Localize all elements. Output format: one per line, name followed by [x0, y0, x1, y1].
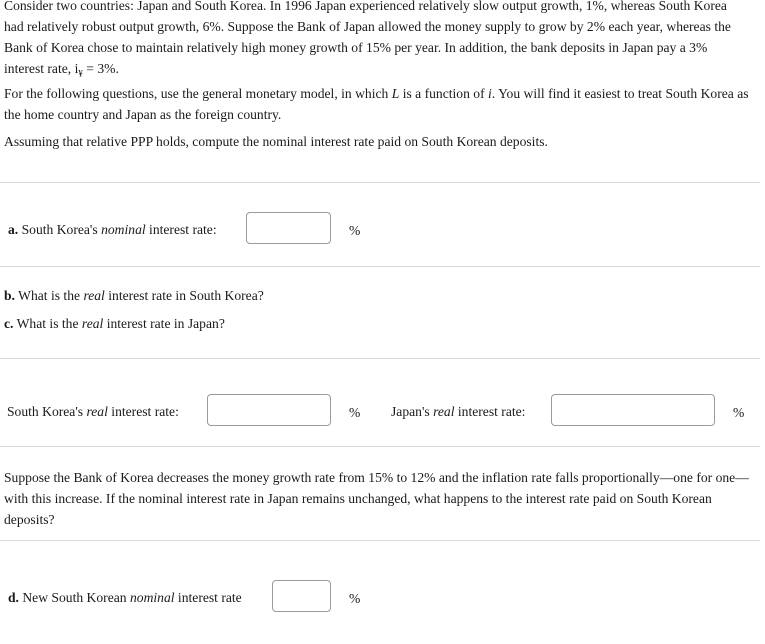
sk-nominal-rate-input[interactable] — [246, 212, 331, 244]
percent-unit-sk-real: % — [349, 405, 361, 420]
separator — [0, 358, 760, 359]
jp-real-rate-input[interactable] — [551, 394, 715, 426]
question-c: c. What is the real interest rate in Japan? — [4, 316, 225, 331]
sk-real-rate-label: South Korea's real interest rate: — [7, 404, 179, 419]
jp-real-rate-label: Japan's real interest rate: — [391, 404, 526, 419]
separator — [0, 540, 760, 541]
percent-unit-a: % — [349, 223, 361, 238]
percent-unit-jp-real: % — [733, 405, 745, 420]
new-sk-nominal-rate-input[interactable] — [272, 580, 331, 612]
question-d-label: d. New South Korean nominal interest rate — [8, 590, 242, 605]
intro-paragraph-3: Assuming that relative PPP holds, compute the nominal interest rate paid on South Korean deposits. — [4, 134, 548, 149]
question-b: b. What is the real interest rate in South Korea? — [4, 288, 264, 303]
yen-subscript: ¥ — [78, 68, 83, 79]
separator — [0, 446, 760, 447]
sk-real-rate-input[interactable] — [207, 394, 331, 426]
percent-unit-d: % — [349, 591, 361, 606]
question-a-label: a. South Korea's nominal interest rate: — [8, 222, 217, 237]
scenario-paragraph: Suppose the Bank of Korea decreases the money growth rate from 15% to 12% and the inflation rate falls proportionally—one for one—with this increase. If the nominal interest rate in Japan remains unchanged, what happens to the interest rate paid on South Korean deposits? — [4, 470, 749, 527]
intro-paragraph-1: Consider two countries: Japan and South Korea. In 1996 Japan experienced relatively slow output growth, 1%, whereas South Korea had relatively robust output growth, 6%. Suppose the Bank of Japan allowed the money supply to grow by 2% each year, whereas the Bank of Korea chose to maintain relatively high money growth of 15% per year. In addition, the bank deposits in Japan pay a 3% interest rate, $i_¥ = 3\%$. — [4, 0, 731, 79]
separator — [0, 182, 760, 183]
intro-paragraph-2: For the following questions, use the general monetary model, in which L is a function of i. You will find it easiest to treat South Korea as the home country and Japan as the foreign country. — [4, 86, 749, 122]
separator — [0, 266, 760, 267]
